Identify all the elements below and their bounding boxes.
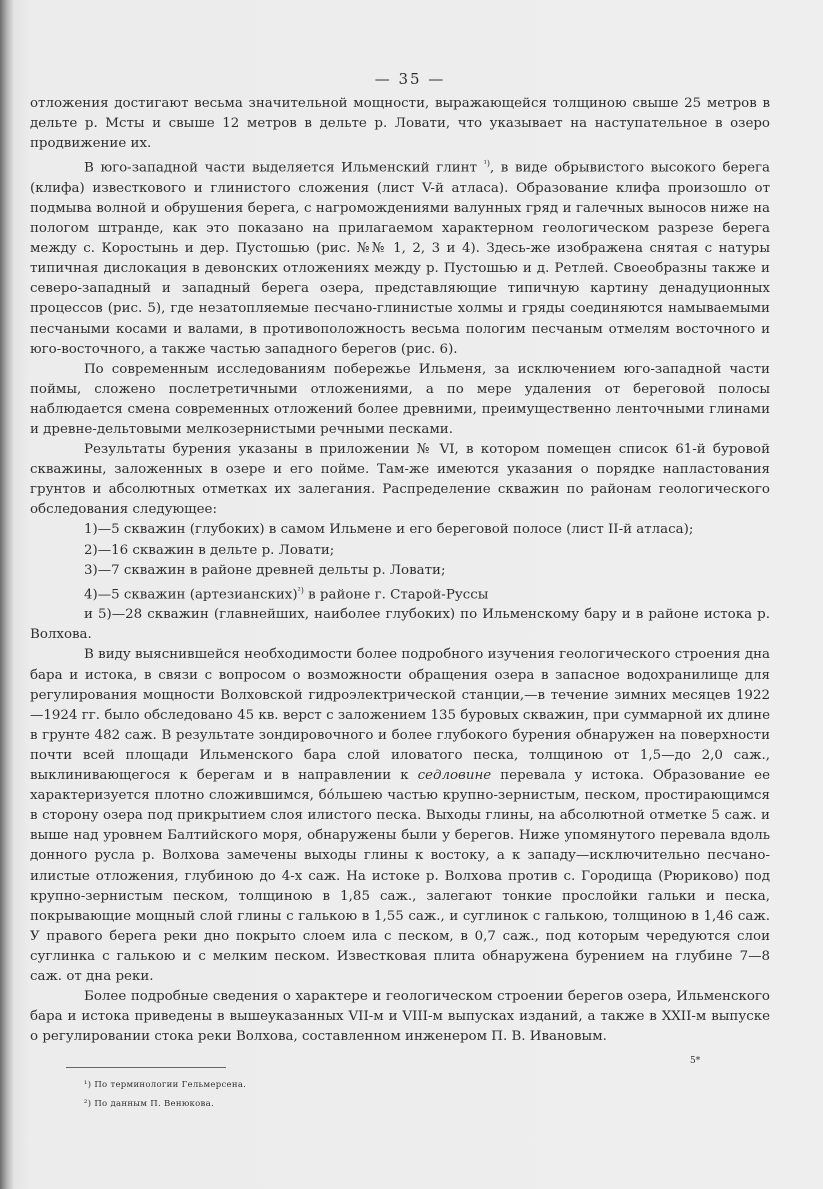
signature-mark: 5* bbox=[690, 1056, 701, 1066]
paragraph-6: Более подробные сведения о характере и геологическом строении берегов озера, Ильменского бара и истока приведены в вышеуказанных VII-м и VIII-м выпусках изданий, а также в XXII-м выпуске о регулировании стока реки Волхова, составленном инженером П. В. Ивановым. bbox=[30, 989, 770, 1045]
list-item-2: 2)—16 скважин в дельте р. Ловати; bbox=[84, 542, 335, 558]
paragraph-5-start: В виду выяснившейся необходимости более подробного изучения геологического строения дна бара и истока, в связи с вопросом о возможности обращения озера в запасное водохранилище для регулирования мощности Волховской гидроэлектрической станции,—в течение зимних месяцев 1922—1924 гг. было обследовано 45 кв. верст с заложением 135 буровых скважин, при суммарной их длине в грунте 482 саж. В результате зондировочного и более глубокого бурения обнаружен на поверхности почти всей площади Ильменского бара слой иловатого песка, толщиною от 1,5—до 2,0 саж., выклинивающегося к берегам и в направлении к bbox=[30, 647, 770, 784]
footnote-ref-2: ²) bbox=[297, 585, 304, 595]
page-number: — 35 — bbox=[374, 70, 446, 88]
paragraph-5 bbox=[30, 645, 770, 987]
list-item-4 bbox=[30, 581, 770, 606]
footnote-1: ¹) По терминологии Гельмерсена. bbox=[84, 1080, 247, 1091]
list-item-4-tail: в районе г. Старой-Руссы bbox=[303, 587, 489, 603]
list-item-5: и 5)—28 скважин (главнейших, наиболее глубоких) по Ильменскому бару и в районе истока р. Волхова. bbox=[30, 607, 770, 643]
footnote-divider bbox=[66, 1067, 226, 1068]
list-item-4-text: 4)—5 скважин (артезианских) bbox=[84, 587, 298, 603]
paragraph-3: По современным исследованиям побережье Ильменя, за исключением юго-западной части поймы, сложено послетретичными отложениями, а по мере удаления от береговой полосы наблюдается смена современных отложений более древними, преимущественно ленточными глинами и древне-дельтовыми мелкозернистыми речными песками. bbox=[30, 361, 770, 437]
list-item-1: 1)—5 скважин (глубоких) в самом Ильмене и его береговой полосе (лист II-й атласа); bbox=[84, 522, 694, 538]
paragraph-5-rest: перевала у истока. Образование ее характеризуется плотно сложившимся, бо́льшею частью крупно-зернистым, песком, простирающимся в сторону озера под прикрытием слоя илистого песка. Выходы глины, на абсолютной отметке 5 саж. и выше над уровнем Балтийского моря, обнаружены были у берегов. Ниже упомянутого перевала вдоль донного русла р. Волхова замечены выходы глины к востоку, а к западу—исключительно песчано-илистые отложения, глубиною до 4-х саж. На истоке р. Волхова против с. Городища (Рюриково) под крупно-зернистым песком, толщиною в 1,85 саж., залегают тонкие прослойки гальки и песка, покрывающие мощный слой глины с галькою в 1,55 саж., и суглинок с галькою, толщиною в 1,46 саж. У правого берега реки дно покрыто слоем ила с песком, в 0,7 саж., под которым чередуются слои суглинка с галькою и с мелким песком. Известковая плита обнаружена бурением на глубине 7—8 саж. от дна реки. bbox=[30, 768, 771, 984]
page-content bbox=[30, 70, 770, 1114]
paragraph-2-rest: , в виде обрывистого высокого берега (клифа) известкового и глинистого сложения (лист V-й атласа). Образование клифа произошло от подмыва волной и обрушения берега, с нагромождениями валунных гряд и галечных выносов ниже на пологом штранде, как это показано на прилагаемом характерном геологическом разрезе берега между с. Коростынь и дер. Пустошью (рис. №№ 1, 2, 3 и 4). Здесь-же изображена снятая с натуры типичная дислокация в девонских отложениях между р. Пустошью и д. Ретлей. Своеобразны также и северо-западный и западный берега озера, представляющие типичную картину денадуционных процессов (рис. 5), где незатопляемые песчано-глинистые холмы и гряды соединяются намываемыми песчаными косами и валами, в противоположность весьма пологим песчаным отмелям восточного и юго-восточного, а также частью западного берегов (рис. 6). bbox=[30, 160, 771, 357]
paragraph-4: Результаты бурения указаны в приложении № VI, в котором помещен список 61-й буровой скважины, заложенных в озере и его пойме. Там-же имеются указания о порядке напластования грунтов и абсолютных отметках их залегания. Распределение скважин по районам геологического обследования следующее: bbox=[30, 442, 770, 518]
paragraph-2 bbox=[30, 154, 770, 359]
paragraph-5-emphasis: седловине bbox=[417, 768, 492, 784]
paragraph-2-start: В юго-западной части выделяется Ильменский глинт bbox=[84, 160, 484, 176]
footnote-2: ²) По данным П. Венюкова. bbox=[84, 1099, 215, 1110]
footnote-ref-1: ¹) bbox=[483, 159, 490, 169]
paragraph-1: отложения достигают весьма значительной мощности, выражающейся толщиною свыше 25 метров в дельте р. Мсты и свыше 12 метров в дельте р. Ловати, что указывает на наступательное в озеро продвижение их. bbox=[30, 96, 770, 152]
list-item-3: 3)—7 скважин в районе древней дельты р. Ловати; bbox=[84, 562, 446, 578]
